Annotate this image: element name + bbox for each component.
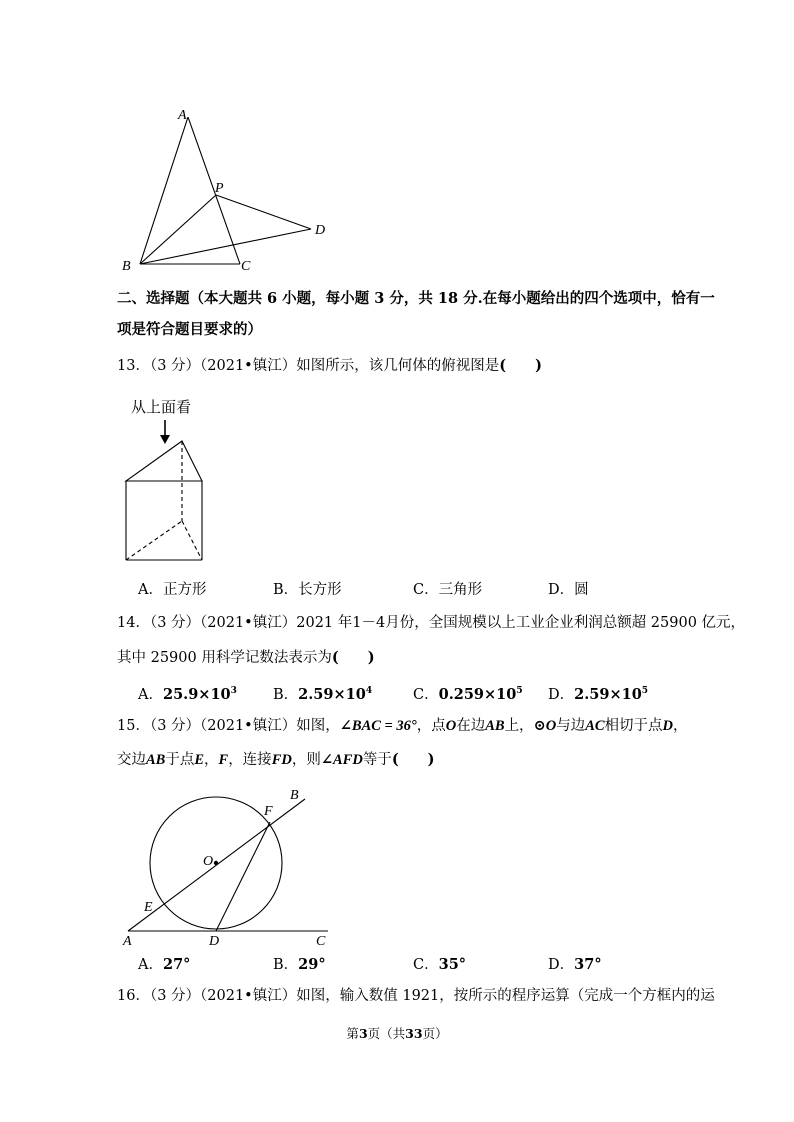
q15-text: ，连接 bbox=[228, 752, 272, 768]
segment-ac bbox=[188, 117, 240, 264]
q15-point-o: O bbox=[445, 718, 457, 734]
section-heading-line1: 二、选择题（本大题共 6 小题，每小题 3 分，共 18 分.在每小题给出的四个选项中，恰有一 bbox=[117, 290, 715, 307]
q14-option-a-mantissa: 25.9×10 bbox=[162, 686, 231, 703]
q14-option-c[interactable] bbox=[413, 685, 523, 705]
q15-option-a-label: A． bbox=[138, 957, 163, 973]
q14-stem-line2-text: 其中 25900 用科学记数法表示为 bbox=[117, 650, 332, 666]
center-point-o bbox=[214, 861, 218, 865]
q15-option-c[interactable] bbox=[413, 955, 466, 975]
q15-text: 于点 bbox=[165, 752, 195, 768]
figure-triangular-prism bbox=[118, 415, 218, 565]
q15-point-f: F bbox=[218, 752, 229, 768]
q15-text: 与边 bbox=[556, 718, 586, 734]
q15-segment-fd: FD bbox=[271, 752, 292, 768]
q15-circle-o: ⊙O bbox=[533, 718, 557, 734]
segment-fd bbox=[216, 822, 270, 931]
q13-option-a[interactable]: A．正方形 bbox=[138, 582, 207, 598]
label-f: F bbox=[264, 804, 273, 819]
q15-stem-line1 bbox=[117, 716, 688, 736]
q16-stem-line1: 16．（3 分）（2021•镇江）如图，输入数值 1921，按所示的程序运算（完成一个方框内的运 bbox=[117, 988, 715, 1004]
q15-side-ab: AB bbox=[146, 752, 166, 768]
label-c: C bbox=[316, 934, 326, 949]
label-d: D bbox=[209, 934, 220, 949]
q14-option-b-label: B． bbox=[273, 687, 299, 703]
q15-text: ，点 bbox=[416, 718, 446, 734]
q15-text: 等于 bbox=[362, 752, 392, 768]
prism-hidden-edge-left bbox=[126, 521, 182, 560]
q15-point-e: E bbox=[194, 752, 205, 768]
prism-hidden-edge-right bbox=[182, 521, 202, 560]
figure-circle-tangent bbox=[115, 785, 345, 950]
label-o: O bbox=[203, 854, 214, 869]
q14-option-d-label: D． bbox=[548, 687, 575, 703]
q15-stem-line2 bbox=[117, 750, 435, 770]
q14-bracket: ( ) bbox=[331, 649, 375, 666]
page-footer bbox=[0, 1024, 794, 1042]
q14-stem-line2 bbox=[117, 648, 375, 668]
q14-option-d-mantissa: 2.59×10 bbox=[574, 686, 642, 703]
q13-option-d[interactable]: D．圆 bbox=[548, 582, 589, 598]
q15-option-b[interactable] bbox=[273, 955, 326, 975]
q13-option-c[interactable]: C．三角形 bbox=[413, 582, 483, 598]
q15-text: ， bbox=[673, 718, 688, 734]
q15-angle-bac: ∠BAC = 36° bbox=[339, 718, 417, 734]
section-heading-line2: 项是符合题目要求的） bbox=[117, 321, 262, 338]
q13-stem-text: 13．（3 分）（2021•镇江）如图所示，该几何体的俯视图是 bbox=[117, 358, 500, 374]
segment-pd bbox=[216, 195, 311, 229]
label-b: B bbox=[290, 788, 299, 803]
footer-prefix: 第 bbox=[346, 1026, 359, 1041]
q15-option-c-label: C． bbox=[413, 957, 439, 973]
footer-page-number: 3 bbox=[358, 1026, 368, 1041]
q14-option-c-exponent: 5 bbox=[516, 686, 523, 696]
q15-bracket: ( ) bbox=[391, 751, 435, 768]
q15-text: 在边 bbox=[456, 718, 486, 734]
figure-triangle-abpdc bbox=[115, 100, 345, 280]
q13-stem bbox=[117, 356, 542, 376]
label-d: D bbox=[315, 223, 326, 238]
q15-text: 15．（3 分）（2021•镇江）如图， bbox=[117, 718, 340, 734]
q14-option-b[interactable] bbox=[273, 685, 372, 705]
label-a: A bbox=[178, 108, 187, 123]
q14-option-c-mantissa: 0.259×10 bbox=[438, 686, 517, 703]
q15-angle-afd: ∠AFD bbox=[320, 752, 363, 768]
label-p: P bbox=[215, 181, 224, 196]
q14-option-d[interactable] bbox=[548, 685, 648, 705]
q14-option-a[interactable] bbox=[138, 685, 237, 705]
q14-option-b-mantissa: 2.59×10 bbox=[298, 686, 366, 703]
footer-suffix: 页） bbox=[422, 1026, 448, 1041]
q14-option-a-exponent: 3 bbox=[230, 686, 237, 696]
label-c: C bbox=[241, 259, 251, 274]
q15-option-d[interactable] bbox=[548, 955, 602, 975]
q15-option-b-label: B． bbox=[273, 957, 299, 973]
q14-stem-line1: 14．（3 分）（2021•镇江）2021 年1－4月份，全国规模以上工业企业利润总额超 25900 亿元， bbox=[117, 615, 746, 631]
q15-option-c-value: 35° bbox=[438, 956, 467, 973]
q15-text: 相切于点 bbox=[604, 718, 663, 734]
q14-option-d-exponent: 5 bbox=[641, 686, 649, 696]
q15-option-a-value: 27° bbox=[162, 956, 191, 973]
q14-option-a-label: A． bbox=[138, 687, 163, 703]
q15-text: 交边 bbox=[117, 752, 146, 768]
footer-total-pages: 33 bbox=[405, 1026, 423, 1041]
segment-bd bbox=[140, 229, 311, 264]
q15-option-d-value: 37° bbox=[574, 956, 602, 973]
q15-side-ab: AB bbox=[485, 718, 505, 734]
q14-option-c-label: C． bbox=[413, 687, 439, 703]
q15-option-d-label: D． bbox=[548, 957, 575, 973]
down-arrow-icon bbox=[160, 420, 170, 444]
q15-option-b-value: 29° bbox=[298, 956, 326, 973]
q15-text: 上， bbox=[504, 718, 534, 734]
q15-text: ，则 bbox=[291, 752, 321, 768]
label-a: A bbox=[123, 934, 132, 949]
prism-top-face bbox=[126, 441, 202, 481]
q15-text: ， bbox=[204, 752, 219, 768]
q13-option-b[interactable]: B．长方形 bbox=[273, 582, 342, 598]
label-b: B bbox=[122, 259, 131, 274]
q13-bracket: ( ) bbox=[499, 357, 542, 374]
footer-middle: 页（共 bbox=[367, 1026, 406, 1041]
q13-figure-caption: 从上面看 bbox=[131, 398, 192, 416]
q15-point-d: D bbox=[662, 718, 674, 734]
q14-option-b-exponent: 4 bbox=[365, 686, 373, 696]
label-e: E bbox=[144, 900, 153, 915]
q15-option-a[interactable] bbox=[138, 955, 190, 975]
q15-side-ac: AC bbox=[585, 718, 605, 734]
